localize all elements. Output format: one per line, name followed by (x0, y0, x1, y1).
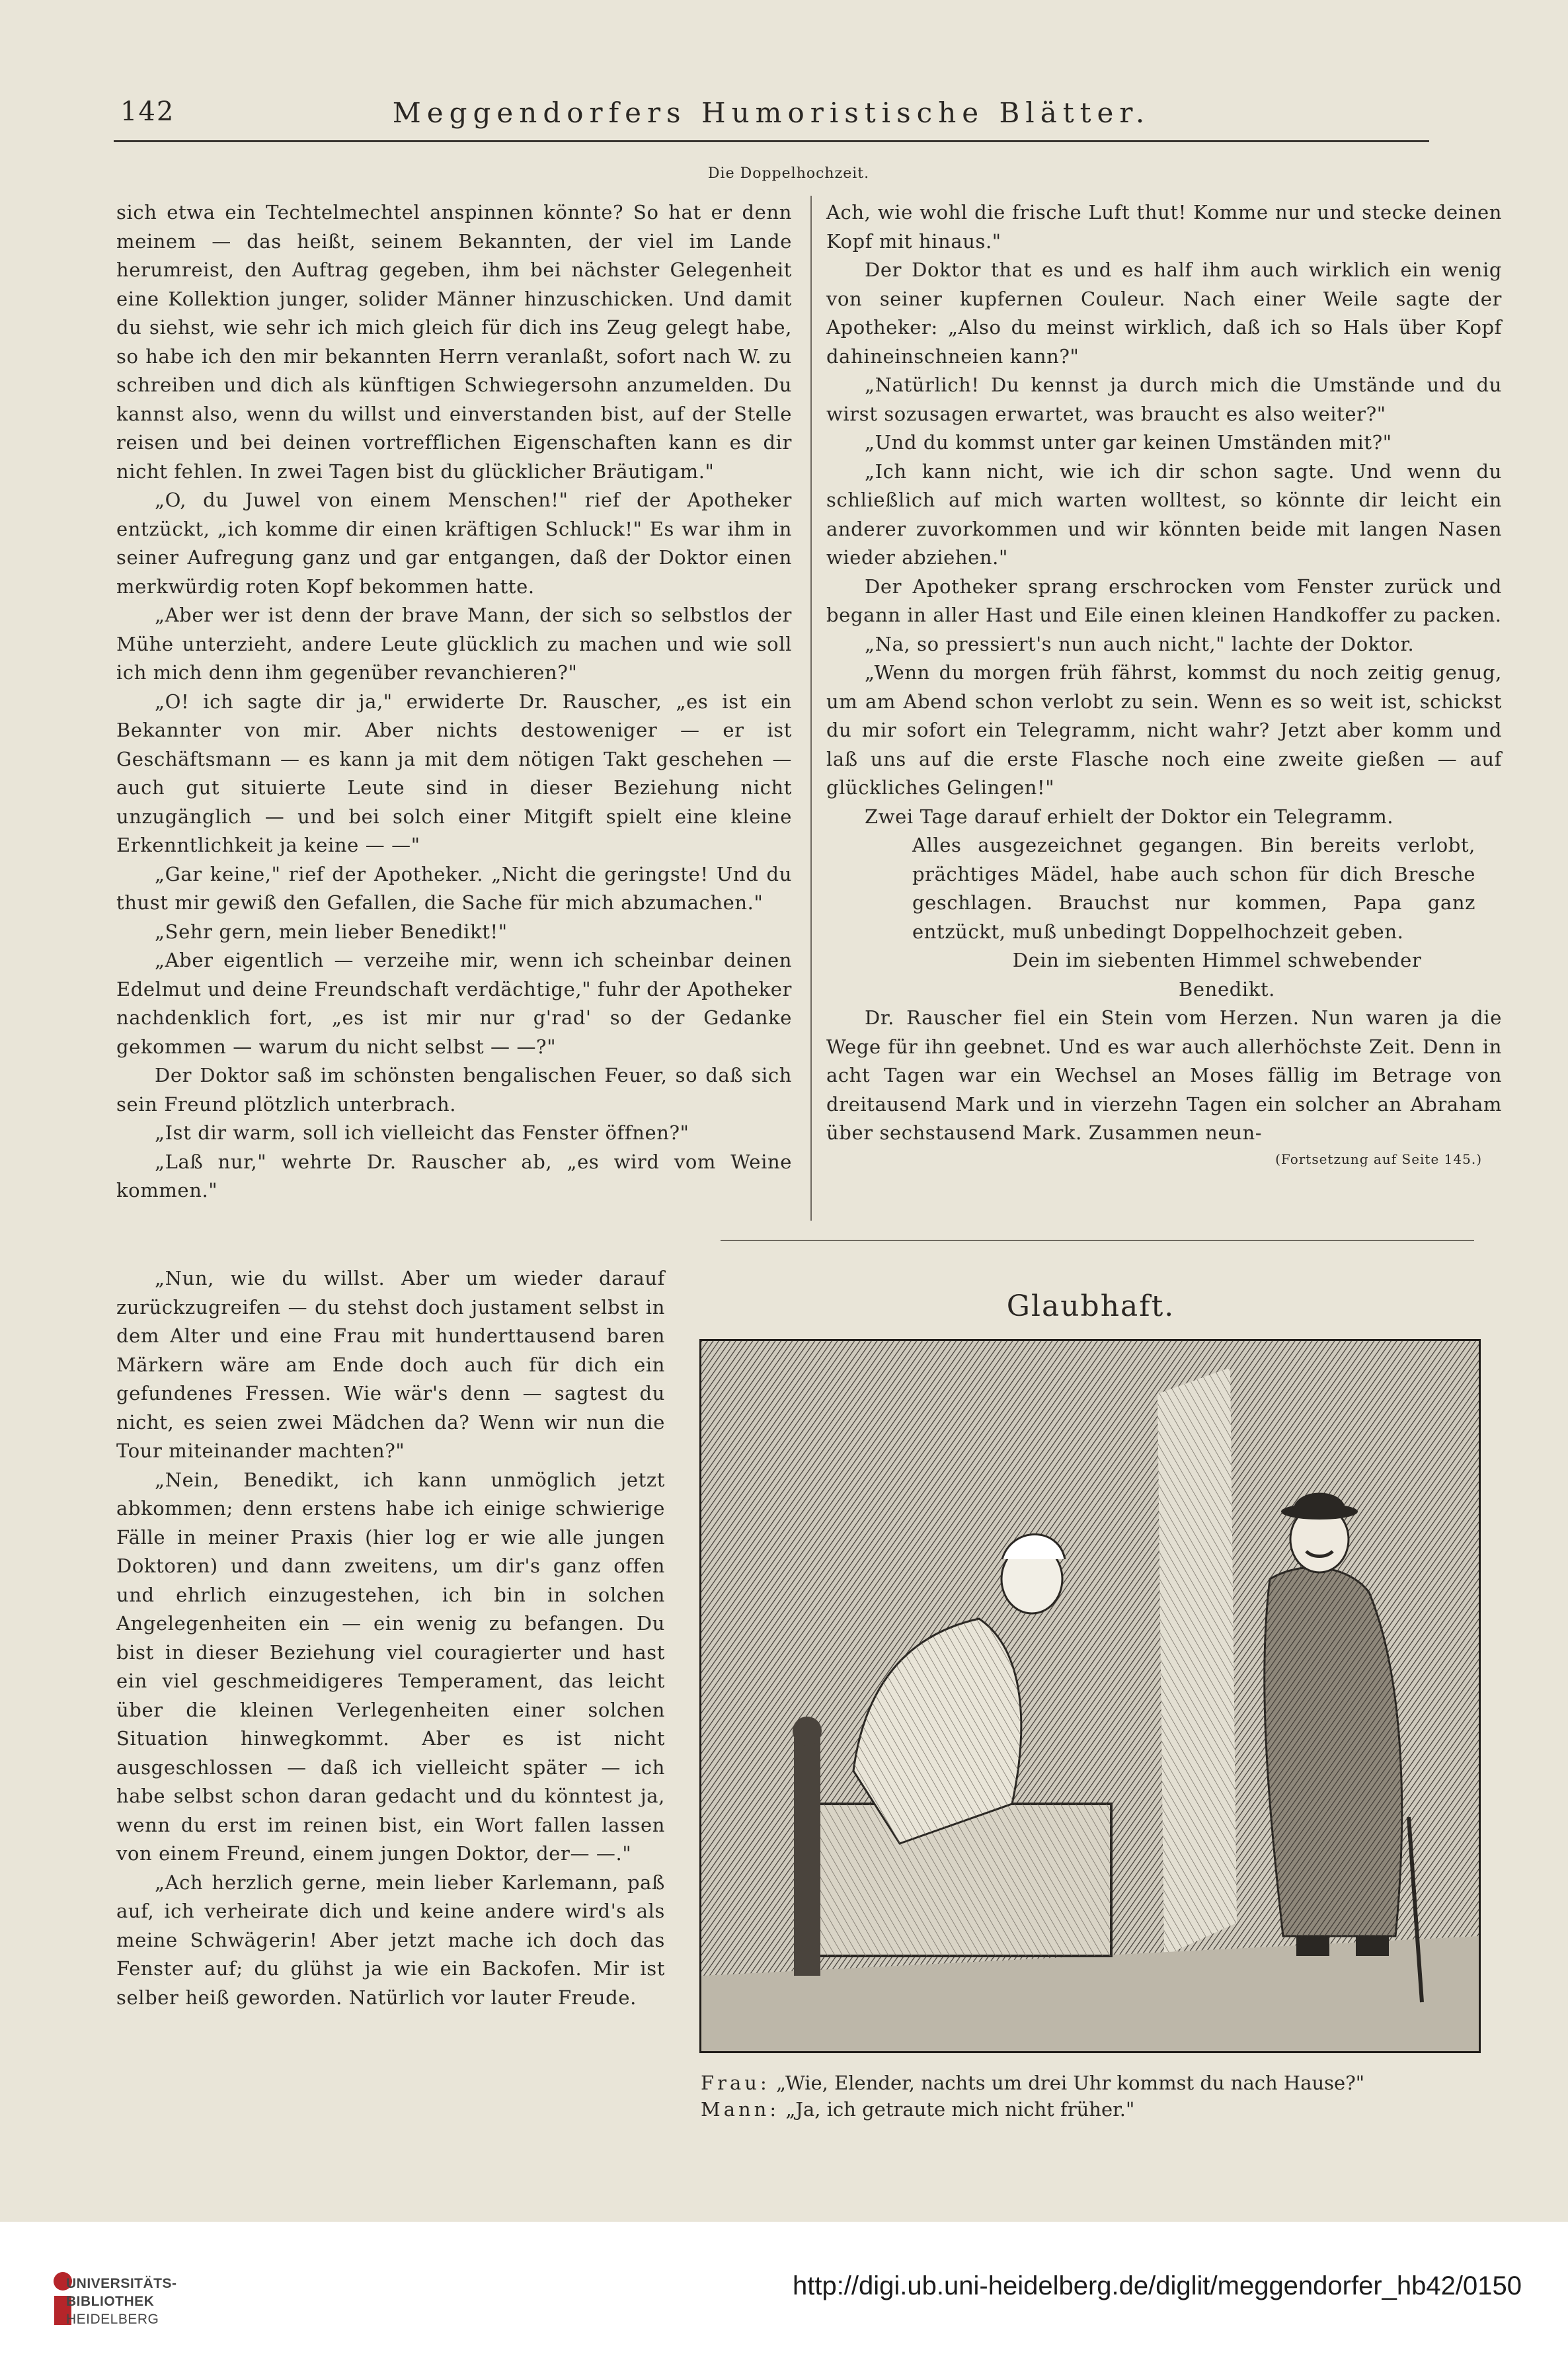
paragraph: sich etwa ein Techtelmechtel anspinnen könnte? So hat er denn meinem — das heißt, seinem Bekannten, der viel im Lande herumreist, den Auftrag gegeben, ihm bei nächster Gelegenheit eine Kollektion junger, solider Männer hinzuschicken. Und damit du siehst, wie sehr ich mich gleich für dich ins Zeug gelegt habe, so habe ich den mir bekannten Herrn veranlaßt, sofort nach W. zu schreiben und dich als künftigen Schwiegersohn anzumelden. Du kannst also, wenn du willst und einverstanden bist, auf der Stelle reisen und bei deinen vortrefflichen Eigenschaften kann es dir nicht fehlen. In zwei Tagen bist du glücklicher Bräutigam." (116, 201, 792, 483)
institution-line: HEIDELBERG (66, 2312, 159, 2327)
paragraph: „Sehr gern, mein lieber Benedikt!" (155, 920, 508, 943)
paragraph: Der Apotheker sprang erschrocken vom Fenster zurück und begann in aller Hast und Eile einen kleinen Handkoffer zu packen. (826, 575, 1502, 626)
cartoon-caption (701, 2070, 1481, 2123)
institution-line: BIBLIOTHEK (66, 2294, 155, 2309)
paragraph: „Nun, wie du willst. Aber um wieder darauf zurückzugreifen — du stehst doch justament selbst in dem Alter und eine Frau mit hunderttausend baren Märkern wäre am Ende doch auch für dich ein gefundenes Fressen. Wie wär's denn — sagtest du nicht, es seien zwei Mädchen da? Wenn wir nun die Tour miteinander machten?" (116, 1267, 665, 1462)
story-left-column-lower (116, 1264, 665, 2012)
paragraph: Der Doktor that es und es half ihm auch wirklich ein wenig von seiner kupfernen Couleur. Nach einer Weile sagte der Apotheker: „Also du meinst wirklich, daß ich so Hals über Kopf dahineinschneien kann?" (826, 259, 1502, 368)
cartoon-illustration (699, 1339, 1481, 2053)
caption-text-wife: „Wie, Elender, nachts um drei Uhr kommst du nach Hause?" (775, 2072, 1365, 2094)
paragraph: „Wenn du morgen früh fährst, kommst du noch zeitig genug, um am Abend schon verlobt zu sein. Wenn es so weit ist, schickst du mir sofort ein Telegramm, nicht wahr? Jetzt aber komm und laß uns auf die erste Flasche noch eine zweite gießen — auf glückliches Gelingen!" (826, 661, 1502, 799)
telegram-signature-line: Dein im siebenten Himmel schwebender (1012, 949, 1422, 971)
institution-line: UNIVERSITÄTS- (66, 2276, 177, 2291)
paragraph: „Na, so pressiert's nun auch nicht," lachte der Doktor. (865, 632, 1415, 655)
column-divider (810, 196, 812, 1221)
paragraph: „Ich kann nicht, wie ich dir schon sagte. Und wenn du schließlich auf mich warten wolltest, so könnte dir leicht ein anderer zuvorkommen und wir könnten beide mit langen Nasen wieder abziehen." (826, 460, 1502, 569)
paragraph: Der Doktor saß im schönsten bengalischen Feuer, so daß sich sein Freund plötzlich unterbrach. (116, 1064, 792, 1116)
paragraph: Ach, wie wohl die frische Luft thut! Komme nur und stecke deinen Kopf mit hinaus." (826, 201, 1502, 253)
story-title: Die Doppelhochzeit. (707, 165, 870, 182)
caption-speaker-wife: Frau: (701, 2072, 770, 2094)
continuation-note: (Fortsetzung auf Seite 145.) (1275, 1151, 1482, 1167)
paragraph: „O! ich sagte dir ja," erwiderte Dr. Rauscher, „es ist ein Bekannter von mir. Aber nichts destoweniger — er ist Geschäftsmann — es kann ja mit dem nötigen Takt geschehen — auch gut situierte Leute sind in dieser Beziehung nicht unzugänglich — und bei solch einer Mitgift spielt eine kleine Erkenntlichkeit ja keine — —" (116, 690, 792, 856)
paragraph: „Nein, Benedikt, ich kann unmöglich jetzt abkommen; denn erstens habe ich einige schwierige Fälle in meiner Praxis (hier log er wie alle jungen Doktoren) und dann zweitens, um dir's ganz offen und ehrlich einzugestehen, ich bin in solchen Angelegenheiten ein — ein wenig zu befangen. Du bist in dieser Beziehung viel couragierter und hast ein viel geschmeidigeres Temperament, das leicht über die kleinen Verlegenheiten einer solchen Situation hinwegkommt. Aber es ist nicht ausgeschlossen — daß ich vielleicht später — ich habe selbst schon daran gedacht und du könntest ja, wenn du erst im reinen bist, ein Wort fallen lassen von einem Freund, einem jungen Doktor, der— —." (116, 1468, 665, 1865)
story-right-column (826, 198, 1502, 1170)
paragraph: „Aber eigentlich — verzeihe mir, wenn ich scheinbar deinen Edelmut und deine Freundschaft verdächtige," fuhr der Apotheker nachdenklich fort, „es ist mir nur g'rad' so der Gedanke gekommen — warum du nicht selbst — —?" (116, 949, 792, 1058)
caption-speaker-husband: Mann: (701, 2098, 780, 2121)
paragraph: „Natürlich! Du kennst ja durch mich die Umstände und du wirst sozusagen erwartet, was braucht es also weiter?" (826, 374, 1502, 425)
paragraph: „Ist dir warm, soll ich vielleicht das Fenster öffnen?" (155, 1121, 689, 1144)
paragraph: Dr. Rauscher fiel ein Stein vom Herzen. Nun waren ja die Wege für ihn geebnet. Und es war auch allerhöchste Zeit. Denn in acht Tagen war ein Wechsel an Moses fällig im Betrage von dreitausend Mark und in vierzehn Tagen ein solcher an Abraham über sechstausend Mark. Zusammen neun- (826, 1006, 1502, 1144)
paragraph: „Gar keine," rief der Apotheker. „Nicht die geringste! Und du thust mir gewiß den Gefallen, die Sache für mich abzumachen." (116, 862, 792, 914)
telegram-text: Alles ausgezeichnet gegangen. Bin bereits verlobt, prächtiges Mädel, habe auch schon für dich Bresche geschlagen. Brauchst nur kommen, Papa ganz entzückt, muß unbedingt Doppelhochzeit geben. (912, 834, 1475, 943)
page-number: 142 (120, 97, 175, 127)
paragraph: „O, du Juwel von einem Menschen!" rief der Apotheker entzückt, „ich komme dir einen kräftigen Schluck!" Es war ihm in seiner Aufregung ganz und gar entgangen, daß der Doktor einen merkwürdig roten Kopf bekommen hatte. (116, 489, 792, 598)
paragraph: „Laß nur," wehrte Dr. Rauscher ab, „es wird vom Weine kommen." (116, 1150, 792, 1201)
paragraph: „Und du kommst unter gar keinen Umständen mit?" (865, 431, 1392, 454)
caption-line-husband (701, 2096, 1481, 2123)
digitization-footer (0, 2222, 1568, 2354)
telegram-signature-name: Benedikt. (1179, 977, 1275, 1000)
caption-line-wife (701, 2070, 1481, 2096)
paragraph: „Aber wer ist denn der brave Mann, der sich so selbstlos der Mühe unterzieht, andere Leute glücklich zu machen und wie soll ich mich denn ihm gegenüber revanchieren?" (116, 604, 792, 684)
paragraph: „Ach herzlich gerne, mein lieber Karlemann, paß auf, ich verheirate dich und keine andere wird's als meine Schwägerin! Aber jetzt mache ich doch das Fenster auf; du glühst ja wie ein Backofen. Mir ist selber heiß geworden. Natürlich vor lauter Freude. (116, 1871, 665, 2009)
paragraph: Zwei Tage darauf erhielt der Doktor ein Telegramm. (865, 805, 1394, 828)
header-rule (114, 140, 1429, 142)
running-head (114, 97, 1429, 136)
journal-title: Meggendorfers Humoristische Blätter. (392, 97, 1151, 129)
cartoon-title: Glaubhaft. (1006, 1289, 1175, 1323)
section-rule (721, 1240, 1474, 1241)
story-left-column (116, 198, 792, 1205)
caption-text-husband: „Ja, ich getraute mich nicht früher." (785, 2098, 1135, 2121)
source-url-link[interactable]: http://digi.ub.uni-heidelberg.de/diglit/meggendorfer_hb42/0150 (792, 2271, 1522, 2300)
institution-name (66, 2275, 238, 2328)
